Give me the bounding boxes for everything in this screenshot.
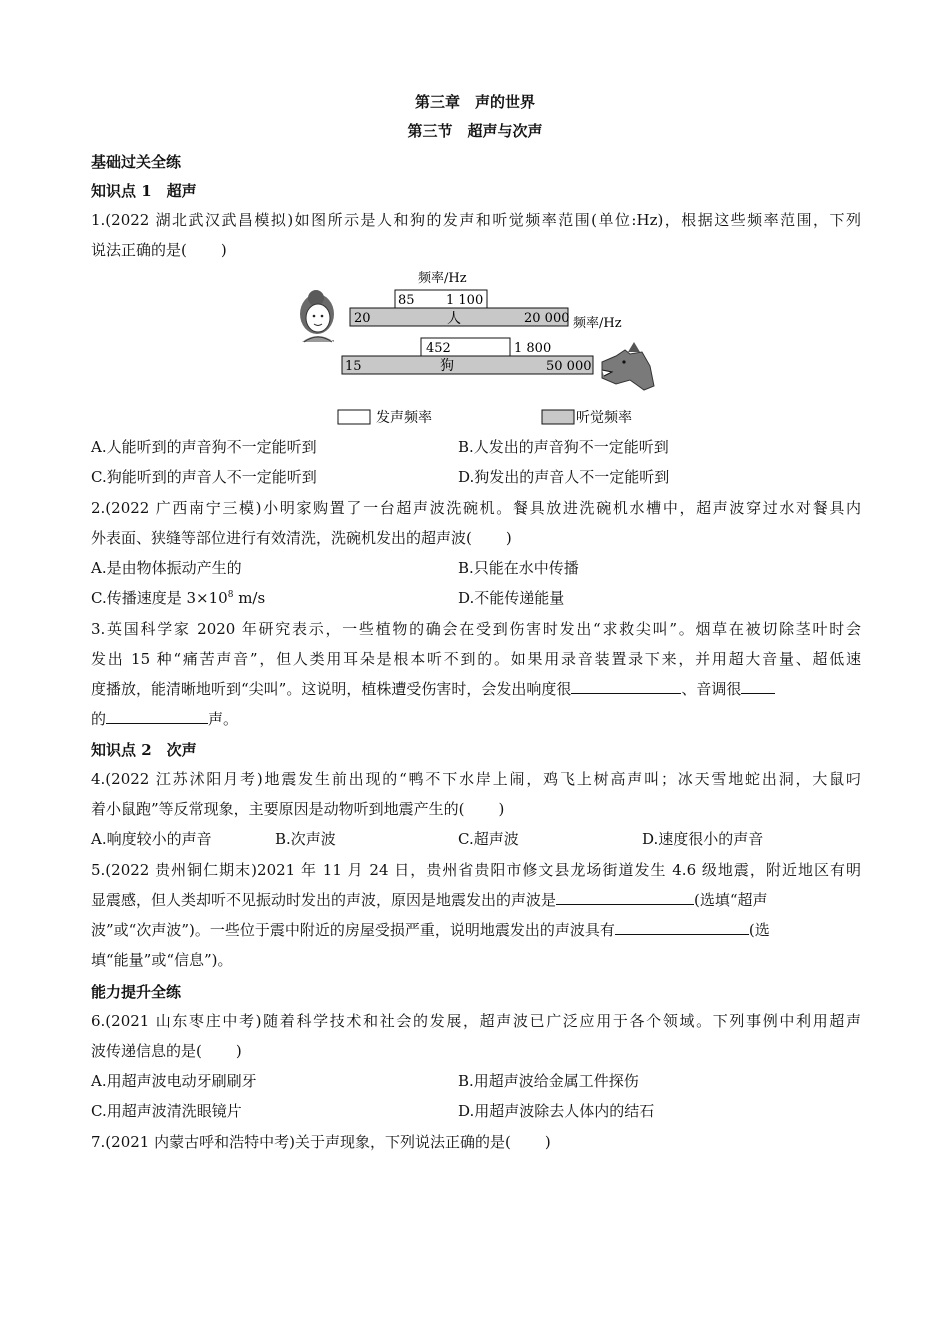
q2-line2 [91, 528, 861, 548]
part2-heading: 能力提升全练 [91, 983, 182, 1001]
q3-blank-loudness[interactable] [571, 679, 681, 694]
part1-heading: 基础过关全练 [91, 153, 182, 171]
q4-close-paren: ) [498, 800, 505, 818]
human-hear-high: 20 000 [524, 311, 570, 326]
q2-option-c-exponent: 8 [227, 590, 234, 600]
q5-blank-wave-type[interactable] [556, 890, 694, 905]
q6-option-b[interactable]: B.用超声波给金属工件探伤 [458, 1072, 639, 1090]
q1-stem-end: 说法正确的是( [91, 241, 187, 259]
q2-close-paren: ) [505, 529, 512, 547]
q5-line2-end: (选填“超声 [694, 891, 768, 909]
q3-line3-mid: 、音调很 [681, 680, 742, 698]
q5-line3 [91, 920, 861, 940]
q5-line3-text: 波”或“次声波”)。一些位于震中附近的房屋受损严重，说明地震发出的声波具有 [91, 921, 615, 939]
q4-line1: 4.(2022 江苏沭阳月考)地震发生前出现的“鸭不下水岸上闹，鸡飞上树高声叫；冰天雪地蛇出洞，大鼠叼 [91, 770, 861, 788]
kp2-heading: 知识点 2 次声 [91, 741, 197, 759]
q3-blank-pitch-cont[interactable] [106, 709, 208, 724]
dog-emit-low: 452 [426, 341, 451, 356]
q2-option-a[interactable]: A.是由物体振动产生的 [91, 559, 242, 577]
legend-hear-swatch [542, 410, 574, 424]
top-axis-label: 频率/Hz [418, 271, 467, 286]
q3-line4-end: 声。 [208, 710, 239, 728]
q7-line1 [91, 1132, 861, 1152]
q1-line1: 1.(2022 湖北武汉武昌模拟)如图所示是人和狗的发声和听觉频率范围(单位:Hz)，根据这些频率范围，下列 [91, 211, 861, 229]
q1-line2 [91, 240, 861, 260]
q5-line3-end: (选 [748, 921, 770, 939]
legend-emit-swatch [338, 410, 370, 424]
q2-option-c-text: C.传播速度是 3×10 [91, 589, 228, 607]
human-head-icon [300, 290, 334, 342]
q2-option-d[interactable]: D.不能传递能量 [458, 589, 565, 607]
q1-option-c[interactable]: C.狗能听到的声音人不一定能听到 [91, 468, 317, 486]
human-emit-high: 1 100 [446, 293, 484, 308]
q4-stem-end: 着小鼠跑”等反常现象，主要原因是动物听到地震产生的( [91, 800, 465, 818]
q4-option-b[interactable]: B.次声波 [275, 830, 336, 848]
q2-line1: 2.(2022 广西南宁三模)小明家购置了一台超声波洗碗机。餐具放进洗碗机水槽中，超声波穿过水对餐具内 [91, 499, 861, 517]
q3-line2: 发出 15 种“痛苦声音”，但人类用耳朵是根本听不到的。如果用录音装置录下来，并用超大音量、超低速 [91, 650, 861, 668]
q2-option-c[interactable] [91, 588, 265, 608]
q6-line1: 6.(2021 山东枣庄中考)随着科学技术和社会的发展，超声波已广泛应用于各个领域。下列事例中利用超声 [91, 1012, 861, 1030]
q5-line1: 5.(2022 贵州铜仁期末)2021 年 11 月 24 日，贵州省贵阳市修文县龙场街道发生 4.6 级地震，附近地区有明 [91, 861, 861, 879]
q4-option-d[interactable]: D.速度很小的声音 [642, 830, 764, 848]
q6-line2 [91, 1041, 861, 1061]
q4-option-c[interactable]: C.超声波 [458, 830, 519, 848]
q3-line3-text: 度播放，能清晰地听到“尖叫”。这说明，植株遭受伤害时，会发出响度很 [91, 680, 572, 698]
human-hear-low: 20 [354, 311, 371, 326]
dog-hear-low: 15 [345, 359, 362, 374]
human-label: 人 [447, 311, 461, 327]
q6-option-a[interactable]: A.用超声波电动牙刷刷牙 [91, 1072, 257, 1090]
q6-option-d[interactable]: D.用超声波除去人体内的结石 [458, 1102, 655, 1120]
q5-line2-text: 显震感，但人类却听不见振动时发出的声波，原因是地震发出的声波是 [91, 891, 557, 909]
q5-blank-energy-info[interactable] [615, 920, 749, 935]
right-axis-label: 频率/Hz [573, 316, 622, 331]
q2-stem-end: 外表面、狭缝等部位进行有效清洗，洗碗机发出的超声波( [91, 529, 472, 547]
chapter-title: 第三章 声的世界 [414, 93, 535, 111]
q7-close-paren: ) [544, 1133, 551, 1151]
human-emit-low: 85 [398, 293, 415, 308]
q6-stem-end: 波传递信息的是( [91, 1042, 202, 1060]
legend-hear-label: 听觉频率 [576, 410, 632, 426]
q4-line2 [91, 799, 861, 819]
q1-option-d[interactable]: D.狗发出的声音人不一定能听到 [458, 468, 670, 486]
q3-line3 [91, 679, 861, 699]
q7-stem: 7.(2021 内蒙古呼和浩特中考)关于声现象，下列说法正确的是( [91, 1133, 511, 1151]
q3-line4 [91, 709, 861, 729]
q6-close-paren: ) [235, 1042, 242, 1060]
dog-emit-high: 1 800 [514, 341, 552, 356]
q1-option-b[interactable]: B.人发出的声音狗不一定能听到 [458, 438, 669, 456]
kp1-heading: 知识点 1 超声 [91, 182, 197, 200]
dog-hear-high: 50 000 [546, 359, 592, 374]
q3-line4-text: 的 [91, 710, 107, 728]
q3-line1: 3.英国科学家 2020 年研究表示，一些植物的确会在受到伤害时发出“求救尖叫”。烟草在被切除茎叶时会 [91, 620, 861, 638]
q3-blank-pitch[interactable] [741, 679, 775, 694]
dog-head-icon [602, 342, 654, 390]
legend-emit-label: 发声频率 [376, 410, 432, 426]
q5-line2 [91, 890, 861, 910]
q6-option-c[interactable]: C.用超声波清洗眼镜片 [91, 1102, 242, 1120]
frequency-range-figure [290, 262, 660, 432]
q2-option-b[interactable]: B.只能在水中传播 [458, 559, 579, 577]
q1-option-a[interactable]: A.人能听到的声音狗不一定能听到 [91, 438, 317, 456]
dog-label: 狗 [440, 358, 454, 374]
q2-option-c-unit: m/s [233, 589, 266, 607]
q4-option-a[interactable]: A.响度较小的声音 [91, 830, 212, 848]
q1-close-paren: ) [220, 241, 227, 259]
q5-line4: 填“能量”或“信息”)。 [91, 951, 233, 969]
section-title: 第三节 超声与次声 [407, 122, 543, 140]
